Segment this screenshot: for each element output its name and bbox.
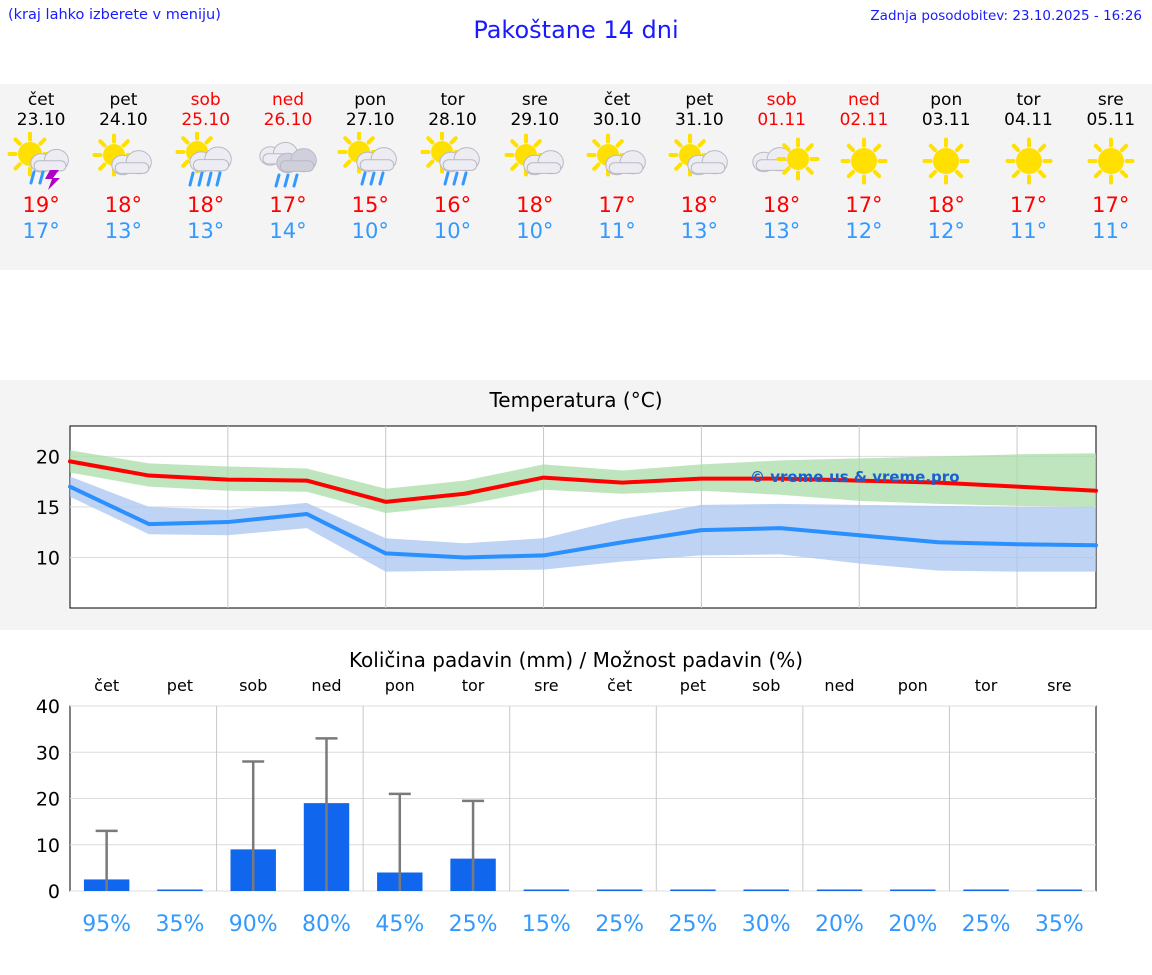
precipitation-day-label: pon <box>384 676 415 695</box>
day-of-week: sob <box>766 90 797 110</box>
precipitation-probability: 25% <box>595 912 645 937</box>
precipitation-probability: 20% <box>815 912 864 937</box>
day-of-week: sre <box>521 90 548 110</box>
day-column[interactable] <box>0 84 82 270</box>
day-of-week: pet <box>109 90 138 110</box>
precipitation-plot <box>0 696 1152 916</box>
day-column[interactable] <box>411 84 493 270</box>
day-min-temp: 11° <box>1092 219 1130 243</box>
day-of-week: čet <box>603 90 631 110</box>
day-date: 25.10 <box>181 110 231 130</box>
day-min-temp: 11° <box>598 219 636 243</box>
precipitation-probability: 25% <box>668 912 718 937</box>
precipitation-day-label: ned <box>824 676 855 695</box>
precipitation-probability-row <box>0 912 1152 952</box>
temperature-plot <box>0 418 1152 618</box>
page-header <box>0 0 1152 60</box>
cloud-sun-icon <box>743 132 821 190</box>
precipitation-day-label: čet <box>94 676 120 695</box>
day-of-week: ned <box>847 90 880 110</box>
precipitation-probability: 45% <box>375 912 425 937</box>
precipitation-probability: 35% <box>1034 912 1084 937</box>
day-date: 03.11 <box>921 110 971 130</box>
day-of-week: pon <box>930 90 963 110</box>
cloud-rain-icon <box>249 132 327 190</box>
day-min-temp: 14° <box>269 219 307 243</box>
svg-text:15: 15 <box>35 496 60 519</box>
sun-icon <box>990 132 1068 190</box>
day-column[interactable] <box>329 84 411 270</box>
precipitation-day-label: pon <box>897 676 928 695</box>
sun-icon <box>907 132 985 190</box>
svg-text:30: 30 <box>35 742 60 765</box>
precipitation-probability: 15% <box>521 912 571 937</box>
day-max-temp: 18° <box>104 193 143 217</box>
precipitation-day-label: sre <box>1047 676 1072 695</box>
day-column[interactable] <box>658 84 740 270</box>
day-min-temp: 10° <box>351 219 389 243</box>
sun-cloud-icon <box>578 132 656 190</box>
day-min-temp: 17° <box>22 219 60 243</box>
sun-cloud-rain-light-icon <box>414 132 492 190</box>
day-column[interactable] <box>247 84 329 270</box>
day-min-temp: 10° <box>516 219 554 243</box>
day-column[interactable] <box>82 84 164 270</box>
precipitation-probability: 30% <box>741 912 791 937</box>
day-of-week: čet <box>27 90 55 110</box>
day-max-temp: 18° <box>516 193 554 217</box>
precipitation-probability: 90% <box>228 912 278 937</box>
day-date: 02.11 <box>839 110 889 130</box>
day-date: 01.11 <box>757 110 806 130</box>
daily-forecast-strip <box>0 84 1152 270</box>
day-date: 29.10 <box>510 110 560 130</box>
day-min-temp: 13° <box>187 219 225 243</box>
sun-cloud-icon <box>660 132 738 190</box>
day-min-temp: 12° <box>845 219 883 243</box>
day-of-week: ned <box>271 90 304 110</box>
precipitation-day-label: tor <box>974 676 998 695</box>
day-min-temp: 12° <box>927 219 965 243</box>
day-date: 05.11 <box>1086 110 1136 130</box>
day-column[interactable] <box>494 84 576 270</box>
day-min-temp: 13° <box>763 219 801 243</box>
svg-text:40: 40 <box>35 696 60 718</box>
svg-text:0: 0 <box>47 881 60 903</box>
precipitation-day-label: pet <box>166 676 194 695</box>
watermark-text: © vreme.us & vreme.pro <box>750 468 960 486</box>
sun-cloud-rain-icon <box>167 132 245 190</box>
day-of-week: pon <box>354 90 387 110</box>
precipitation-probability: 20% <box>888 912 938 937</box>
precipitation-probability: 80% <box>302 912 351 937</box>
location-menu-note[interactable]: (kraj lahko izberete v meniju) <box>8 7 221 23</box>
day-column[interactable] <box>576 84 658 270</box>
sun-cloud-icon <box>84 132 162 190</box>
precipitation-day-label: tor <box>461 676 485 695</box>
page-title: Pakoštane 14 dni <box>473 16 679 44</box>
day-column[interactable] <box>905 84 987 270</box>
day-column[interactable] <box>741 84 823 270</box>
day-date: 31.10 <box>675 110 724 130</box>
day-max-temp: 17° <box>269 193 307 217</box>
sun-cloud-thunder-icon <box>2 132 80 190</box>
day-of-week: pet <box>685 90 714 110</box>
day-max-temp: 17° <box>598 193 636 217</box>
day-date: 30.10 <box>592 110 642 130</box>
day-min-temp: 10° <box>433 219 472 243</box>
day-max-temp: 17° <box>1009 193 1048 217</box>
day-date: 26.10 <box>263 110 313 130</box>
sun-icon <box>1072 132 1150 190</box>
precipitation-day-label: sre <box>534 676 559 695</box>
last-update-text: Zadnja posodobitev: 23.10.2025 - 16:26 <box>870 8 1142 24</box>
day-column[interactable] <box>1070 84 1152 270</box>
day-max-temp: 15° <box>351 193 389 217</box>
day-min-temp: 13° <box>104 219 143 243</box>
sun-cloud-icon <box>496 132 574 190</box>
precipitation-probability: 95% <box>82 912 132 937</box>
day-column[interactable] <box>987 84 1069 270</box>
precipitation-probability: 25% <box>961 912 1011 937</box>
precipitation-probability: 25% <box>448 912 498 937</box>
day-max-temp: 17° <box>1092 193 1130 217</box>
day-date: 28.10 <box>428 110 477 130</box>
day-of-week: tor <box>1016 90 1041 110</box>
day-of-week: sre <box>1097 90 1124 110</box>
day-min-temp: 13° <box>680 219 718 243</box>
temperature-chart-section <box>0 380 1152 630</box>
svg-text:20: 20 <box>35 788 60 811</box>
day-of-week: sob <box>190 90 221 110</box>
precipitation-day-label: pet <box>679 676 707 695</box>
day-max-temp: 18° <box>680 193 718 217</box>
sun-cloud-rain-light-icon <box>331 132 409 190</box>
day-max-temp: 18° <box>763 193 801 217</box>
day-max-temp: 18° <box>927 193 965 217</box>
precipitation-day-labels <box>0 676 1152 698</box>
day-max-temp: 19° <box>22 193 60 217</box>
svg-text:20: 20 <box>35 446 60 469</box>
precipitation-day-label: čet <box>607 676 633 695</box>
precipitation-probability: 35% <box>155 912 205 937</box>
day-date: 23.10 <box>16 110 66 130</box>
sun-icon <box>825 132 903 190</box>
precipitation-day-label: sob <box>752 676 781 695</box>
svg-text:10: 10 <box>35 547 60 570</box>
day-min-temp: 11° <box>1009 219 1048 243</box>
precipitation-day-label: sob <box>239 676 268 695</box>
day-date: 24.10 <box>99 110 148 130</box>
day-column[interactable] <box>165 84 247 270</box>
day-column[interactable] <box>823 84 905 270</box>
day-of-week: tor <box>440 90 465 110</box>
precipitation-day-label: ned <box>311 676 342 695</box>
temperature-chart-title: Temperatura (°C) <box>489 388 663 412</box>
day-max-temp: 18° <box>187 193 225 217</box>
day-max-temp: 16° <box>433 193 472 217</box>
svg-text:10: 10 <box>35 834 60 857</box>
precipitation-chart-section <box>0 640 1152 975</box>
precipitation-chart-title: Količina padavin (mm) / Možnost padavin (%) <box>348 648 804 672</box>
day-max-temp: 17° <box>845 193 883 217</box>
day-date: 04.11 <box>1004 110 1053 130</box>
day-date: 27.10 <box>345 110 395 130</box>
